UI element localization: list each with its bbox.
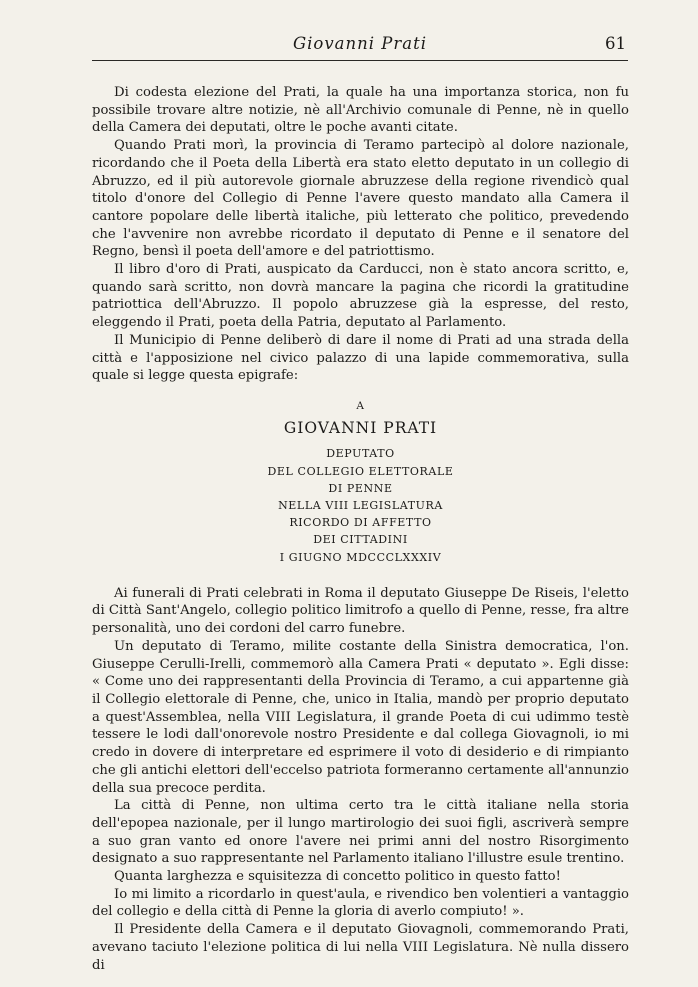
epigraph-line: RICORDO DI AFFETTO	[289, 516, 432, 530]
epigraph-line: DEI CITTADINI	[313, 533, 408, 547]
epigraph-line: DI PENNE	[328, 481, 393, 495]
epigraph-name: GIOVANNI PRATI	[283, 419, 438, 438]
paragraph: La città di Penne, non ultima certo tra le città italiane nella storia dell'epopea nazionale, per il lungo martirologio dei suoi figli, ascriverà sempre a suo gran vanto ed onore l'avere nei primi anni del nostro Risorgimento designato a suo rappresentante nel Parlamento italiano l'illustre esule trentino.	[92, 798, 629, 867]
epigraph-line: DEL COLLEGIO ELETTORALE	[267, 464, 454, 478]
paragraph: Ai funerali di Prati celebrati in Roma il deputato Giuseppe De Riseis, l'eletto di Città Sant'Angelo, collegio politico limitrofo a quello di Penne, resse, fra altre personalità, uno dei cordoni del carro funebre.	[92, 585, 629, 637]
epigraph-line: DEPUTATO	[326, 447, 395, 461]
paragraph: Il libro d'oro di Prati, auspicato da Carducci, non è stato ancora scritto, e, quando sarà scritto, non dovrà mancare la pagina che ricordi la gratitudine patriottica dell'Abruzzo. Il popolo abruzzese già la espresse, del resto, eleggendo il Prati, poeta della Patria, deputato al Parlamento.	[92, 262, 629, 331]
paragraph: Quanta larghezza e squisitezza di concetto politico in questo fatto!	[114, 869, 561, 885]
page-number: 61	[605, 34, 626, 53]
epigraph-line: NELLA VIII LEGISLATURA	[278, 498, 443, 512]
epigraph	[92, 398, 629, 566]
paragraph: Il Municipio di Penne deliberò di dare il nome di Prati ad una strada della città e l'apposizione nel civico palazzo di una lapide commemorativa, sulla quale si legge questa epigrafe:	[92, 332, 629, 384]
epigraph-line: I GIUGNO MDCCCLXXXIV	[279, 550, 442, 564]
paragraph: Il Presidente della Camera e il deputato Giovagnoli, commemorando Prati, avevano taciuto l'elezione politica di lui nella VIII Legislatura. Nè nulla dissero di	[92, 922, 629, 973]
running-header	[92, 34, 628, 61]
paragraph: Un deputato di Teramo, milite costante della Sinistra democratica, l'on. Giuseppe Cerulli-Irelli, commemorò alla Camera Prati « deputato ». Egli disse: « Come uno dei rappresentanti della Provincia di Teramo, a cui appartenne già il Collegio elettorale di Penne, che, unico in Italia, mandò per proprio deputato a quest'Assemblea, nella VIII Legislatura, il grande Poeta di cui udimmo testè tessere le lodi dall'onorevole nostro Presidente e dal collega Giovagnoli, io mi credo in dovere di interpretare ed esprimere il voto di desiderio e di rimpianto che gli antichi elettori dell'eccelso patriota formeranno certamente all'annunzio della sua precoce perdita.	[92, 638, 629, 796]
body-text	[92, 84, 629, 974]
paragraph: Quando Prati morì, la provincia di Teramo partecipò al dolore nazionale, ricordando che il Poeta della Libertà era stato eletto deputato in un collegio di Abruzzo, ed il più autorevole giornale abruzzese della regione rivendicò qual titolo d'onore del Collegio di Penne l'avere questo mandato alla Camera il cantore popolare delle libertà italiche, più letterato che politico, prevedendo che l'avvenire non avrebbe ricordato il deputato di Penne e il senatore del Regno, bensì il poeta dell'amore e del patriottismo.	[92, 138, 629, 260]
epigraph-dedication: A	[356, 399, 365, 412]
paragraph: Di codesta elezione del Prati, la quale ha una importanza storica, non fu possibile trovare altre notizie, nè all'Archivio comunale di Penne, nè in quello della Camera dei deputati, oltre le poche avanti citate.	[92, 85, 629, 136]
paragraph: Io mi limito a ricordarlo in quest'aula, e rivendico ben volentieri a vantaggio del collegio e della città di Penne la gloria di averlo compiuto! ».	[92, 886, 629, 920]
running-title: Giovanni Prati	[292, 34, 428, 53]
